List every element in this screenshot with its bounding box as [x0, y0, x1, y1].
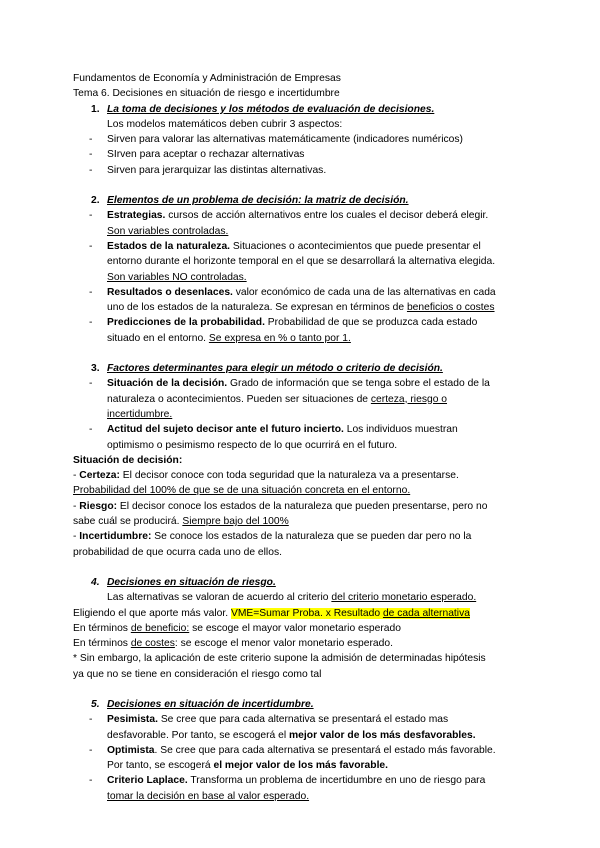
section-number: 4.: [91, 576, 100, 588]
list-item: - Sirven para jerarquizar las distintas alternativas.: [73, 163, 533, 178]
list-item-situacion: - Situación de la decisión. Grado de información que se tenga sobre el estado de la: [89, 378, 490, 390]
underlined-note: Se expresa en % o tanto por 1.: [208, 332, 351, 344]
underlined-note: Son variables NO controladas.: [107, 271, 247, 283]
list-item-estados: - Estados de la naturaleza. Situaciones o acontecimientos que puede presentar el: [89, 240, 481, 252]
section-3-heading: 3. Factores determinantes para elegir un método o criterio de decisión.: [73, 361, 533, 376]
list-item-pesimista: - Pesimista. Se cree que para cada alternativa se presentará el estado mas: [89, 714, 449, 726]
section-1-intro: Los modelos matemáticos deben cubrir 3 aspectos:: [107, 118, 343, 130]
list-item: - SIrven para aceptar o rechazar alternativas: [73, 147, 533, 162]
bullet: -: [89, 149, 93, 161]
incertidumbre-line: - Incertidumbre: Se conoce los estados de la naturaleza que se pueden dar pero no la: [73, 531, 472, 543]
situacion-heading: Situación de decisión:: [73, 454, 183, 466]
section-number: 3.: [91, 363, 100, 375]
bullet: -: [89, 134, 93, 146]
riesgo-line: - Riesgo: El decisor conoce los estados de la naturaleza que pueden presentarse, pero no: [73, 500, 488, 512]
section-5-heading: 5. Decisiones en situación de incertidumbre.: [73, 697, 533, 712]
list-item-resultados: - Resultados o desenlaces. valor económico de cada una de las alternativas en cada: [89, 286, 496, 298]
section-number: 1.: [91, 103, 100, 115]
section-4-heading: 4. Decisiones en situación de riesgo.: [73, 575, 533, 590]
list-item-predicciones: - Predicciones de la probabilidad. Probabilidad de que se produzca cada estado: [89, 317, 478, 329]
list-item-laplace: - Criterio Laplace. Transforma un problema de incertidumbre en uno de riesgo para: [89, 775, 486, 787]
list-item-optimista: - Optimista. Se cree que para cada alternativa se presentará el estado más favorable.: [89, 744, 496, 756]
document-body: Fundamentos de Economía y Administración de Empresas Tema 6. Decisiones en situación de riesgo e incertidumbre 1. La toma de decisiones y los métodos de evaluación de decisiones. Los modelos matemáticos deben cubrir 3 aspectos: - Sirven para valorar las alternativas matemáticamente (indicadores numéricos) - SIrven para aceptar o rechazar alternativas - Sirven para jerarquizar las distintas alternativas. 2. Elementos de un problema de decisión: la matriz de decisión. - Estrategias. cursos de acción alternativos entre los cuales el decisor deberá elegir. Son variables controladas. - Estados de la naturaleza. Situaciones o acontecimientos que puede presentar el entorno durante el horizonte temporal en el que se desarrollará la alternativa elegida. Son variables NO controladas. - Resultados o desenlaces. valor económico de cada una de las alternativas en cada uno de los estados de la naturaleza. Se expresan en términos de beneficios o costes - Predicciones de la probabilidad. Probabilidad de que se produzca cada estado situado en el entorno. Se expresa en % o tanto por 1. 3. Factores determinantes para elegir un método o criterio de decisión. - Situación de la decisión. Grado de información que se tenga sobre el estado de la naturaleza o acontecimientos. Pueden ser situaciones de certeza, riesgo o incertidumbre. - Actitud del sujeto decisor ante el futuro incierto. Los individuos muestran optimismo o pesimismo respecto de lo que ocurrirá en el futuro. Situación de decisión: - Certeza: El decisor conoce con toda seguridad que la naturaleza va a presentarse. Probabilidad del 100% de que se de una situación concreta en el entorno. - Riesgo: El decisor conoce los estados de la naturaleza que pueden presentarse, pero no sabe cuál se producirá. Siempre bajo del 100% - Incertidumbre: Se conoce los estados de la naturaleza que se pueden dar pero no la probabilidad de que ocurra cada uno de ellos. 4. Decisiones en situación de riesgo. Las alternativas se valoran de acuerdo al criterio del criterio monetario esperado. Eligiendo el que aporte más valor. VME=Sumar Proba. x Resultado de cada alternativa En términos de beneficio: se escoge el mayor valor monetario esperado En términos de costes: se escoge el menor valor monetario esperado. * Sin embargo, la aplicación de este criterio supone la admisión de determinadas hipótesis ya que no se tiene en consideración el riesgo como tal 5. Decisiones en situación de incertidumbre. - Pesimista. Se cree que para cada alternativa se presentará el estado mas desfavorable. Por tanto, se escogerá el mejor valor de los más desfavorables. - Optimista. Se cree que para cada alternativa se presentará el estado más favorable. Por tanto, se escogerá el mejor valor de los más favorable. - Criterio Laplace. Transforma un problema de incertidumbre en uno de riesgo para tomar la decisión en base al valor esperado.: [73, 71, 533, 804]
list-item-estrategias: - Estrategias. cursos de acción alternativos entre los cuales el decisor deberá elegir.: [89, 210, 489, 222]
section-number: 2.: [91, 195, 100, 207]
section-2-heading: 2. Elementos de un problema de decisión: la matriz de decisión.: [73, 193, 533, 208]
section-1-heading: 1. La toma de decisiones y los métodos de evaluación de decisiones.: [73, 102, 533, 117]
topic-title: Tema 6. Decisiones en situación de riesgo e incertidumbre: [73, 88, 340, 100]
bullet: -: [89, 164, 93, 176]
highlighted-formula: VME=Sumar Proba. x Resultado: [230, 607, 383, 619]
certeza-line: - Certeza: El decisor conoce con toda seguridad que la naturaleza va a presentarse.: [73, 470, 459, 482]
list-item: - Sirven para valorar las alternativas matemáticamente (indicadores numéricos): [73, 132, 533, 147]
list-item-actitud: - Actitud del sujeto decisor ante el futuro incierto. Los individuos muestran: [89, 424, 458, 436]
underlined-note: beneficios o costes: [406, 302, 495, 314]
section-number: 5.: [91, 698, 100, 710]
course-title: Fundamentos de Economía y Administración de Empresas: [73, 73, 341, 84]
underlined-note: Son variables controladas.: [107, 225, 229, 237]
